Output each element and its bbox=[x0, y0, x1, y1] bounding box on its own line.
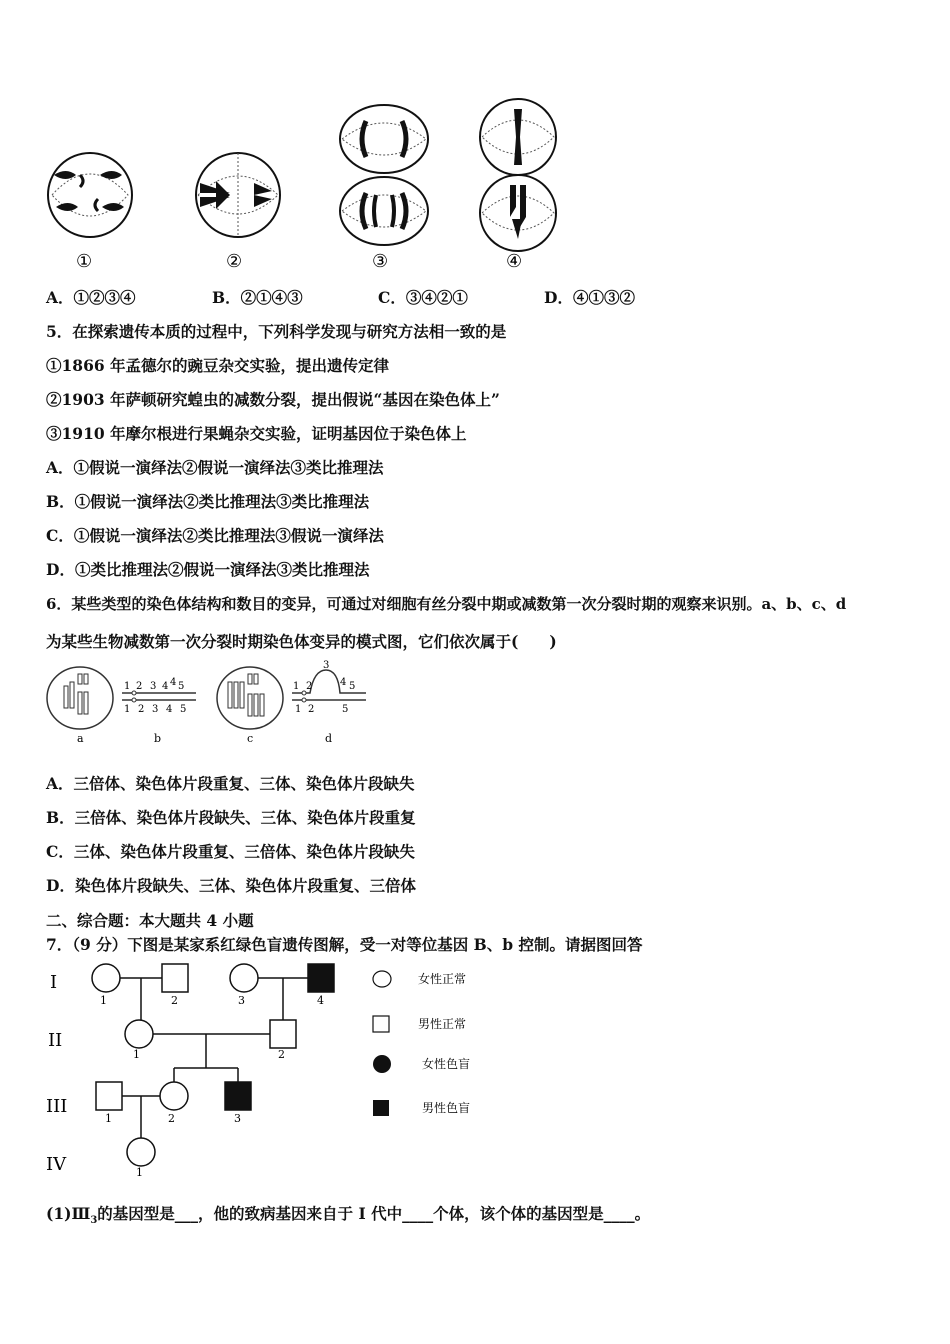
d-bottom-1: 1 bbox=[295, 704, 302, 715]
cell-label-4: ④ bbox=[506, 251, 523, 272]
gen-label-4: IV bbox=[46, 1154, 67, 1175]
d-top-1: 1 bbox=[293, 681, 300, 692]
b-bottom-1: 1 bbox=[124, 704, 131, 715]
q5-item-3: ③1910 年摩尔根进行果蝇杂交实验，证明基因位于染色体上 bbox=[46, 424, 467, 443]
d-bottom-5: 5 bbox=[342, 704, 349, 715]
b-bottom-3: 3 bbox=[152, 704, 159, 715]
q6-stem-line2: 为某些生物减数第一次分裂时期染色体变异的模式图，它们依次属于( ) bbox=[46, 632, 557, 651]
b-top-2: 2 bbox=[136, 681, 143, 692]
cell-label-3: ③ bbox=[372, 251, 389, 272]
panel-label-b: b bbox=[154, 732, 162, 745]
gen-label-3: III bbox=[46, 1096, 68, 1117]
legend-female-colorblind-icon bbox=[373, 1055, 391, 1073]
q7-stem: 7．（9 分）下图是某家系红绿色盲遗传图解，受一对等位基因 B、b 控制。请据图回答 bbox=[46, 935, 643, 954]
section-2-heading: 二、综合题：本大题共 4 小题 bbox=[46, 911, 254, 930]
pedigree-chart bbox=[40, 958, 500, 1180]
cell-label-1: ① bbox=[76, 251, 93, 272]
gen3-female-2 bbox=[160, 1082, 188, 1110]
panel-label-a: a bbox=[77, 732, 84, 745]
gen4-id-1: 1 bbox=[136, 1166, 143, 1179]
panel-c-cell bbox=[217, 667, 283, 729]
cell-2-diagram bbox=[196, 153, 280, 237]
d-bottom-2: 2 bbox=[308, 704, 315, 715]
gen1-id-2: 2 bbox=[171, 994, 178, 1007]
panel-label-d: d bbox=[325, 732, 333, 745]
q6-option-c[interactable]: C．三体、染色体片段重复、三倍体、染色体片段缺失 bbox=[46, 842, 415, 861]
d-top-4: 4 bbox=[340, 677, 347, 688]
gen-label-1: I bbox=[50, 972, 58, 993]
q4-option-a[interactable]: A．①②③④ bbox=[46, 288, 136, 307]
q5-option-b[interactable]: B．①假说一演绎法②类比推理法③类比推理法 bbox=[46, 492, 370, 511]
q4-option-b[interactable]: B．②①④③ bbox=[212, 288, 303, 307]
gen1-male-4 bbox=[308, 964, 334, 992]
q6-option-d[interactable]: D．染色体片段缺失、三体、染色体片段重复、三倍体 bbox=[46, 876, 416, 895]
b-top-4a: 4 bbox=[162, 681, 169, 692]
panel-a-cell bbox=[47, 667, 113, 729]
b-bottom-4: 4 bbox=[166, 704, 173, 715]
gen3-id-1: 1 bbox=[105, 1112, 112, 1125]
cell-1-diagram bbox=[48, 153, 132, 237]
gen1-id-4: 4 bbox=[317, 994, 324, 1007]
gen1-id-1: 1 bbox=[100, 994, 107, 1007]
q6-option-b[interactable]: B．三倍体、染色体片段缺失、三体、染色体片段重复 bbox=[46, 808, 416, 827]
gen1-male-2 bbox=[162, 964, 188, 992]
q4-option-c[interactable]: C．③④②① bbox=[378, 288, 468, 307]
q7-question-1: $(1)Ⅲ_3$的基因型是___，他的致病基因来自于 I 代中____个体，该个体的基因型是____。 bbox=[46, 1204, 651, 1227]
cell-3-diagram bbox=[340, 105, 428, 245]
gen3-id-3: 3 bbox=[234, 1112, 241, 1125]
q4-cell-figure bbox=[40, 95, 580, 275]
d-top-2: 2 bbox=[306, 681, 313, 692]
legend-male-colorblind: 男性色盲 bbox=[422, 1101, 471, 1115]
q4-option-d[interactable]: D．④①③② bbox=[544, 288, 635, 307]
legend-female-colorblind: 女性色盲 bbox=[422, 1057, 471, 1071]
legend-female-normal-icon bbox=[373, 971, 391, 987]
gen-label-2: II bbox=[48, 1030, 63, 1051]
q6-variation-figure bbox=[44, 660, 374, 750]
panel-label-c: c bbox=[247, 732, 254, 745]
gen2-id-1: 1 bbox=[133, 1048, 140, 1061]
legend-male-normal: 男性正常 bbox=[418, 1017, 467, 1031]
b-top-5: 5 bbox=[178, 681, 185, 692]
d-top-3: 3 bbox=[323, 660, 330, 671]
cell-4-diagram bbox=[480, 99, 556, 251]
pedigree-legend bbox=[373, 971, 470, 1116]
q5-item-1: ①1866 年孟德尔的豌豆杂交实验，提出遗传定律 bbox=[46, 356, 390, 375]
gen2-male-2 bbox=[270, 1020, 296, 1048]
gen1-id-3: 3 bbox=[238, 994, 245, 1007]
q5-stem: 5．在探索遗传本质的过程中，下列科学发现与研究方法相一致的是 bbox=[46, 322, 507, 341]
panel-d-chromosomes bbox=[292, 660, 366, 715]
b-bottom-5: 5 bbox=[180, 704, 187, 715]
b-top-1: 1 bbox=[124, 681, 131, 692]
q5-option-c[interactable]: C．①假说一演绎法②类比推理法③假说一演绎法 bbox=[46, 526, 384, 545]
gen3-id-2: 2 bbox=[168, 1112, 175, 1125]
gen2-female-1 bbox=[125, 1020, 153, 1048]
d-top-5: 5 bbox=[349, 681, 356, 692]
legend-female-normal: 女性正常 bbox=[418, 972, 467, 986]
gen1-female-1 bbox=[92, 964, 120, 992]
q5-option-d[interactable]: D．①类比推理法②假说一演绎法③类比推理法 bbox=[46, 560, 370, 579]
q6-option-a[interactable]: A．三倍体、染色体片段重复、三体、染色体片段缺失 bbox=[46, 774, 415, 793]
gen4-female-1 bbox=[127, 1138, 155, 1166]
b-bottom-2: 2 bbox=[138, 704, 145, 715]
panel-b-chromosomes bbox=[122, 677, 196, 715]
q6-stem-line1: 6．某些类型的染色体结构和数目的变异，可通过对细胞有丝分裂中期或减数第一次分裂时期的观察来识别。a、b、c、d bbox=[46, 595, 847, 613]
legend-male-colorblind-icon bbox=[373, 1100, 389, 1116]
gen1-female-3 bbox=[230, 964, 258, 992]
gen3-male-1 bbox=[96, 1082, 122, 1110]
legend-male-normal-icon bbox=[373, 1016, 389, 1032]
gen2-id-2: 2 bbox=[278, 1048, 285, 1061]
b-top-4b: 4 bbox=[170, 677, 177, 688]
q5-option-a[interactable]: A．①假说一演绎法②假说一演绎法③类比推理法 bbox=[46, 458, 384, 477]
b-top-3: 3 bbox=[150, 681, 157, 692]
q5-item-2: ②1903 年萨顿研究蝗虫的减数分裂，提出假说“基因在染色体上” bbox=[46, 390, 500, 409]
cell-label-2: ② bbox=[226, 251, 243, 272]
gen3-male-3 bbox=[225, 1082, 251, 1110]
